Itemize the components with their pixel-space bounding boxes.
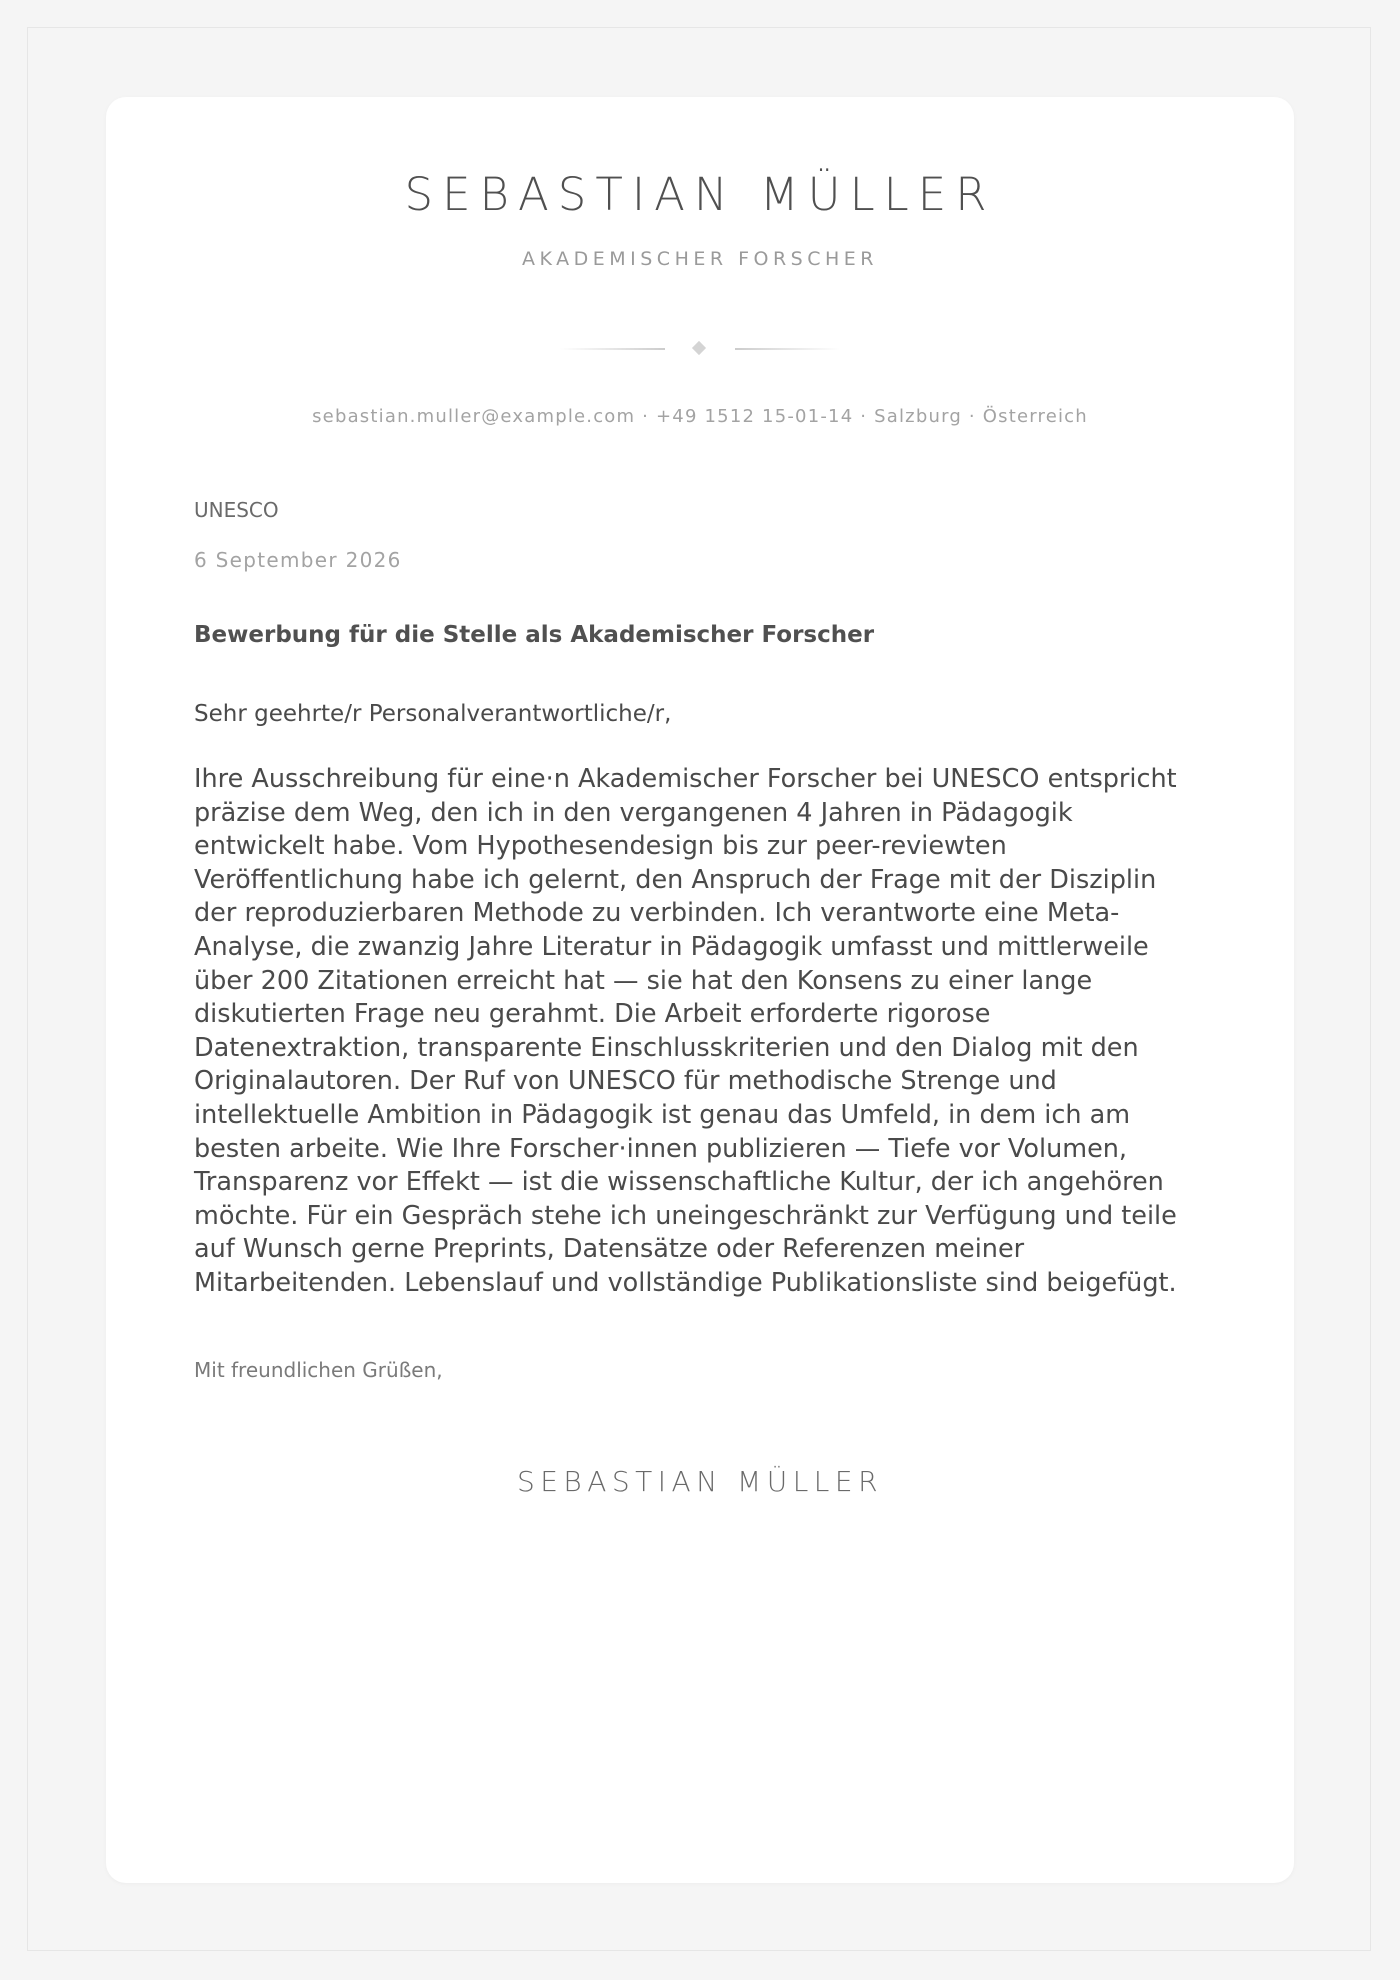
contact-details: sebastian.muller@example.com · +49 1512 15-01-14 · Salzburg · Österreich (312, 406, 1088, 427)
salutation: Sehr geehrte/r Personalverantwortliche/r, (194, 701, 672, 727)
closing: Mit freundlichen Grüßen, (194, 1358, 443, 1382)
sender-name: SEBASTIAN MÜLLER (404, 168, 996, 221)
header-divider (560, 339, 840, 359)
diamond-ornament-icon (692, 341, 706, 355)
sender-job-title: AKADEMISCHER FORSCHER (521, 248, 879, 270)
divider-line-right (735, 348, 840, 350)
divider-line-left (560, 348, 665, 350)
letter-body: Ihre Ausschreibung für eine·n Akademischer Forscher bei UNESCO entspricht präzise dem Weg, den ich in den vergangenen 4 Jahren in Pädagogik entwickelt habe. Vom Hypothesendesign bis zur peer-reviewten Veröffentlichung habe ich gelernt, den Anspruch der Frage mit der Disziplin der reproduzierbaren Methode zu verbinden. Ich verantworte eine Meta-Analyse, die zwanzig Jahre Literatur in Pädagogik umfasst und mittlerweile über 200 Zitationen erreicht hat — sie hat den Konsens zu einer lange diskutierten Frage neu gerahmt. Die Arbeit erforderte rigorose Datenextraktion, transparente Einschlusskriterien und den Dialog mit den Originalautoren. Der Ruf von UNESCO für methodische Strenge und intellektuelle Ambition in Pädagogik ist genau das Umfeld, in dem ich am besten arbeite. Wie Ihre Forscher·innen publizieren — Tiefe vor Volumen, Transparenz vor Effekt — ist die wissenschaftliche Kultur, der ich angehören möchte. Für ein Gespräch stehe ich uneingeschränkt zur Verfügung und teile auf Wunsch gerne Preprints, Datensätze oder Referenzen meiner Mitarbeitenden. Lebenslauf und vollständige Publikationsliste sind beigefügt. (194, 764, 1177, 1298)
letter-subject: Bewerbung für die Stelle als Akademischer Forscher (194, 622, 875, 648)
letter-date: 6 September 2026 (194, 548, 402, 572)
signature: SEBASTIAN MÜLLER (516, 1465, 884, 1498)
recipient: UNESCO (194, 498, 279, 522)
